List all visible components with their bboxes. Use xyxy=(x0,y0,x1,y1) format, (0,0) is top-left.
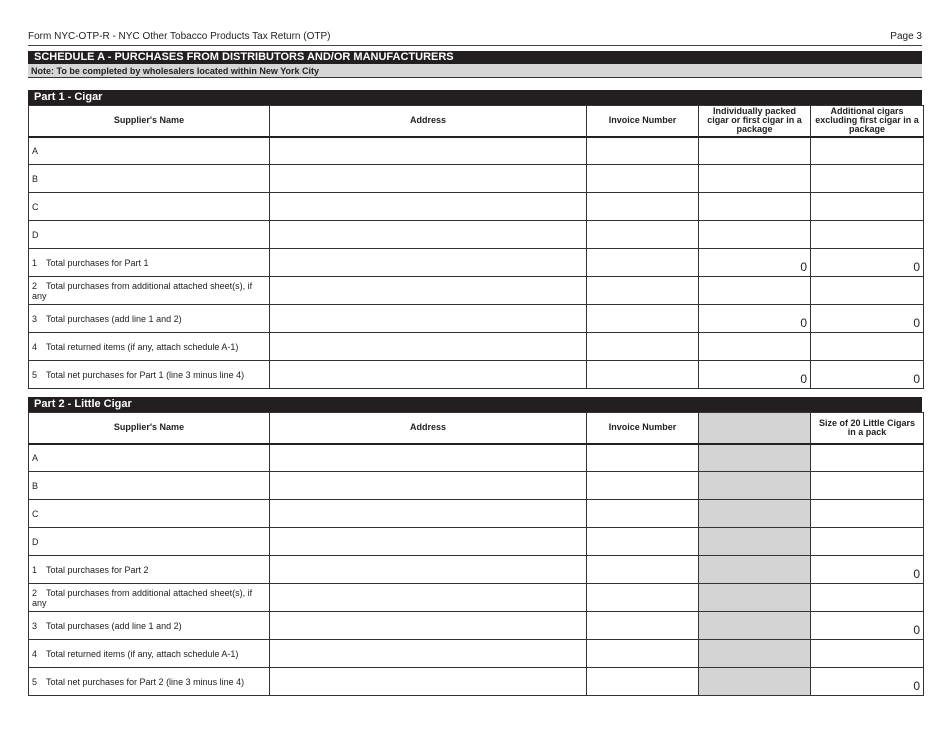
row-label xyxy=(29,528,270,556)
row-label xyxy=(29,668,270,696)
invoice-field[interactable] xyxy=(587,528,699,556)
shaded-cell xyxy=(699,584,811,612)
little-cigar-field[interactable]: 0 xyxy=(811,556,924,584)
table-row xyxy=(29,584,924,612)
address-field[interactable] xyxy=(270,165,587,193)
table-row xyxy=(29,556,924,584)
col-size20: Size of 20 Little Cigars in a pack xyxy=(811,413,924,444)
line-label: Total purchases from additional attached sheet(s), if any xyxy=(32,280,253,301)
row-label xyxy=(29,500,270,528)
part1-table xyxy=(28,105,924,389)
little-cigar-field[interactable] xyxy=(811,528,924,556)
individual-cigar-field[interactable] xyxy=(699,333,811,361)
shaded-cell xyxy=(699,500,811,528)
line-label: Total purchases for Part 1 xyxy=(46,257,149,268)
row-label xyxy=(29,305,270,333)
additional-cigar-field[interactable]: 0 xyxy=(811,305,924,333)
table-row xyxy=(29,249,924,277)
line-label: B xyxy=(32,480,39,491)
line-number: 1 xyxy=(32,257,38,268)
line-number: 2 xyxy=(32,587,38,598)
line-number: 4 xyxy=(32,341,38,352)
line-number: 5 xyxy=(32,369,38,380)
col-individual: Individually packed cigar or first cigar in a package xyxy=(699,106,811,137)
shaded-cell xyxy=(699,556,811,584)
line-label: Total net purchases for Part 1 (line 3 minus line 4) xyxy=(46,369,245,380)
table-row xyxy=(29,221,924,249)
line-number: 4 xyxy=(32,648,38,659)
table-row xyxy=(29,165,924,193)
line-number: 5 xyxy=(32,676,38,687)
invoice-field[interactable] xyxy=(587,137,699,165)
row-label xyxy=(29,137,270,165)
additional-cigar-field[interactable] xyxy=(811,221,924,249)
address-field[interactable] xyxy=(270,472,587,500)
line-label: D xyxy=(32,536,39,547)
shaded-cell xyxy=(699,640,811,668)
line-label: Total purchases (add line 1 and 2) xyxy=(46,313,182,324)
additional-cigar-field[interactable] xyxy=(811,193,924,221)
col-invoice: Invoice Number xyxy=(587,106,699,137)
individual-cigar-field[interactable]: 0 xyxy=(699,361,811,389)
address-field[interactable] xyxy=(270,556,587,584)
col-supplier: Supplier's Name xyxy=(29,106,270,137)
row-label xyxy=(29,249,270,277)
shaded-cell xyxy=(699,612,811,640)
line-label: Total purchases (add line 1 and 2) xyxy=(46,620,182,631)
line-label: Total purchases for Part 2 xyxy=(46,564,149,575)
line-number: 2 xyxy=(32,280,38,291)
invoice-field[interactable] xyxy=(587,472,699,500)
table-row xyxy=(29,500,924,528)
invoice-field[interactable] xyxy=(587,556,699,584)
additional-cigar-field[interactable] xyxy=(811,137,924,165)
individual-cigar-field[interactable] xyxy=(699,277,811,305)
line-label: Total returned items (if any, attach schedule A-1) xyxy=(46,648,239,659)
invoice-field[interactable] xyxy=(587,165,699,193)
invoice-field[interactable] xyxy=(587,277,699,305)
line-number: 1 xyxy=(32,564,38,575)
part2-title: Part 2 - Little Cigar xyxy=(28,397,922,412)
individual-cigar-field[interactable] xyxy=(699,137,811,165)
row-label xyxy=(29,640,270,668)
table-row xyxy=(29,612,924,640)
additional-cigar-field[interactable] xyxy=(811,165,924,193)
additional-cigar-field[interactable]: 0 xyxy=(811,249,924,277)
table-row xyxy=(29,361,924,389)
table-row xyxy=(29,640,924,668)
table-row xyxy=(29,305,924,333)
table-row xyxy=(29,137,924,165)
row-label xyxy=(29,361,270,389)
invoice-field[interactable] xyxy=(587,500,699,528)
invoice-field[interactable] xyxy=(587,612,699,640)
table-row xyxy=(29,472,924,500)
part2-table xyxy=(28,412,924,696)
additional-cigar-field[interactable] xyxy=(811,333,924,361)
shaded-cell xyxy=(699,668,811,696)
shaded-cell xyxy=(699,528,811,556)
table-row xyxy=(29,193,924,221)
table-row xyxy=(29,528,924,556)
col-address: Address xyxy=(270,106,587,137)
row-label xyxy=(29,333,270,361)
invoice-field[interactable] xyxy=(587,221,699,249)
invoice-field[interactable] xyxy=(587,249,699,277)
shaded-cell xyxy=(699,472,811,500)
page-number: Page 3 xyxy=(890,31,922,42)
little-cigar-field[interactable]: 0 xyxy=(811,668,924,696)
line-label: C xyxy=(32,201,39,212)
invoice-field[interactable] xyxy=(587,305,699,333)
address-field[interactable] xyxy=(270,249,587,277)
line-number: 3 xyxy=(32,620,38,631)
shaded-cell xyxy=(699,413,811,444)
row-label xyxy=(29,277,270,305)
invoice-field[interactable] xyxy=(587,640,699,668)
line-label: C xyxy=(32,508,39,519)
line-label: D xyxy=(32,229,39,240)
col-address: Address xyxy=(270,413,587,444)
address-field[interactable] xyxy=(270,193,587,221)
individual-cigar-field[interactable]: 0 xyxy=(699,249,811,277)
invoice-field[interactable] xyxy=(587,584,699,612)
little-cigar-field[interactable] xyxy=(811,472,924,500)
col-supplier: Supplier's Name xyxy=(29,413,270,444)
row-label xyxy=(29,165,270,193)
address-field[interactable] xyxy=(270,277,587,305)
address-field[interactable] xyxy=(270,668,587,696)
invoice-field[interactable] xyxy=(587,361,699,389)
individual-cigar-field[interactable] xyxy=(699,193,811,221)
invoice-field[interactable] xyxy=(587,333,699,361)
address-field[interactable] xyxy=(270,333,587,361)
row-label xyxy=(29,556,270,584)
address-field[interactable] xyxy=(270,528,587,556)
individual-cigar-field[interactable] xyxy=(699,221,811,249)
address-field[interactable] xyxy=(270,221,587,249)
schedule-title: SCHEDULE A - PURCHASES FROM DISTRIBUTORS AND/OR MANUFACTURERS xyxy=(28,51,922,64)
table-row xyxy=(29,333,924,361)
additional-cigar-field[interactable]: 0 xyxy=(811,361,924,389)
address-field[interactable] xyxy=(270,640,587,668)
additional-cigar-field[interactable] xyxy=(811,277,924,305)
invoice-field[interactable] xyxy=(587,668,699,696)
row-label xyxy=(29,444,270,472)
line-label: B xyxy=(32,173,39,184)
address-field[interactable] xyxy=(270,500,587,528)
line-label: Total purchases from additional attached sheet(s), if any xyxy=(32,587,253,608)
table-row xyxy=(29,444,924,472)
address-field[interactable] xyxy=(270,584,587,612)
little-cigar-field[interactable] xyxy=(811,584,924,612)
line-number: 3 xyxy=(32,313,38,324)
row-label xyxy=(29,193,270,221)
little-cigar-field[interactable] xyxy=(811,500,924,528)
line-label: A xyxy=(32,452,39,463)
invoice-field[interactable] xyxy=(587,193,699,221)
part1-title: Part 1 - Cigar xyxy=(28,90,922,105)
shaded-cell xyxy=(699,444,811,472)
row-label xyxy=(29,584,270,612)
address-field[interactable] xyxy=(270,361,587,389)
row-label xyxy=(29,612,270,640)
invoice-field[interactable] xyxy=(587,444,699,472)
row-label xyxy=(29,472,270,500)
row-label xyxy=(29,221,270,249)
little-cigar-field[interactable] xyxy=(811,444,924,472)
line-label: A xyxy=(32,145,39,156)
little-cigar-field[interactable]: 0 xyxy=(811,612,924,640)
address-field[interactable] xyxy=(270,137,587,165)
col-additional: Additional cigars excluding first cigar in a package xyxy=(811,106,924,137)
line-label: Total returned items (if any, attach schedule A-1) xyxy=(46,341,239,352)
form-title: Form NYC-OTP-R - NYC Other Tobacco Products Tax Return (OTP) xyxy=(28,31,331,42)
address-field[interactable] xyxy=(270,305,587,333)
address-field[interactable] xyxy=(270,612,587,640)
table-row xyxy=(29,277,924,305)
little-cigar-field[interactable] xyxy=(811,640,924,668)
individual-cigar-field[interactable] xyxy=(699,165,811,193)
table-row xyxy=(29,668,924,696)
individual-cigar-field[interactable]: 0 xyxy=(699,305,811,333)
schedule-note: Note: To be completed by wholesalers located within New York City xyxy=(28,64,922,78)
address-field[interactable] xyxy=(270,444,587,472)
col-invoice: Invoice Number xyxy=(587,413,699,444)
page-header xyxy=(28,31,922,46)
line-label: Total net purchases for Part 2 (line 3 minus line 4) xyxy=(46,676,245,687)
